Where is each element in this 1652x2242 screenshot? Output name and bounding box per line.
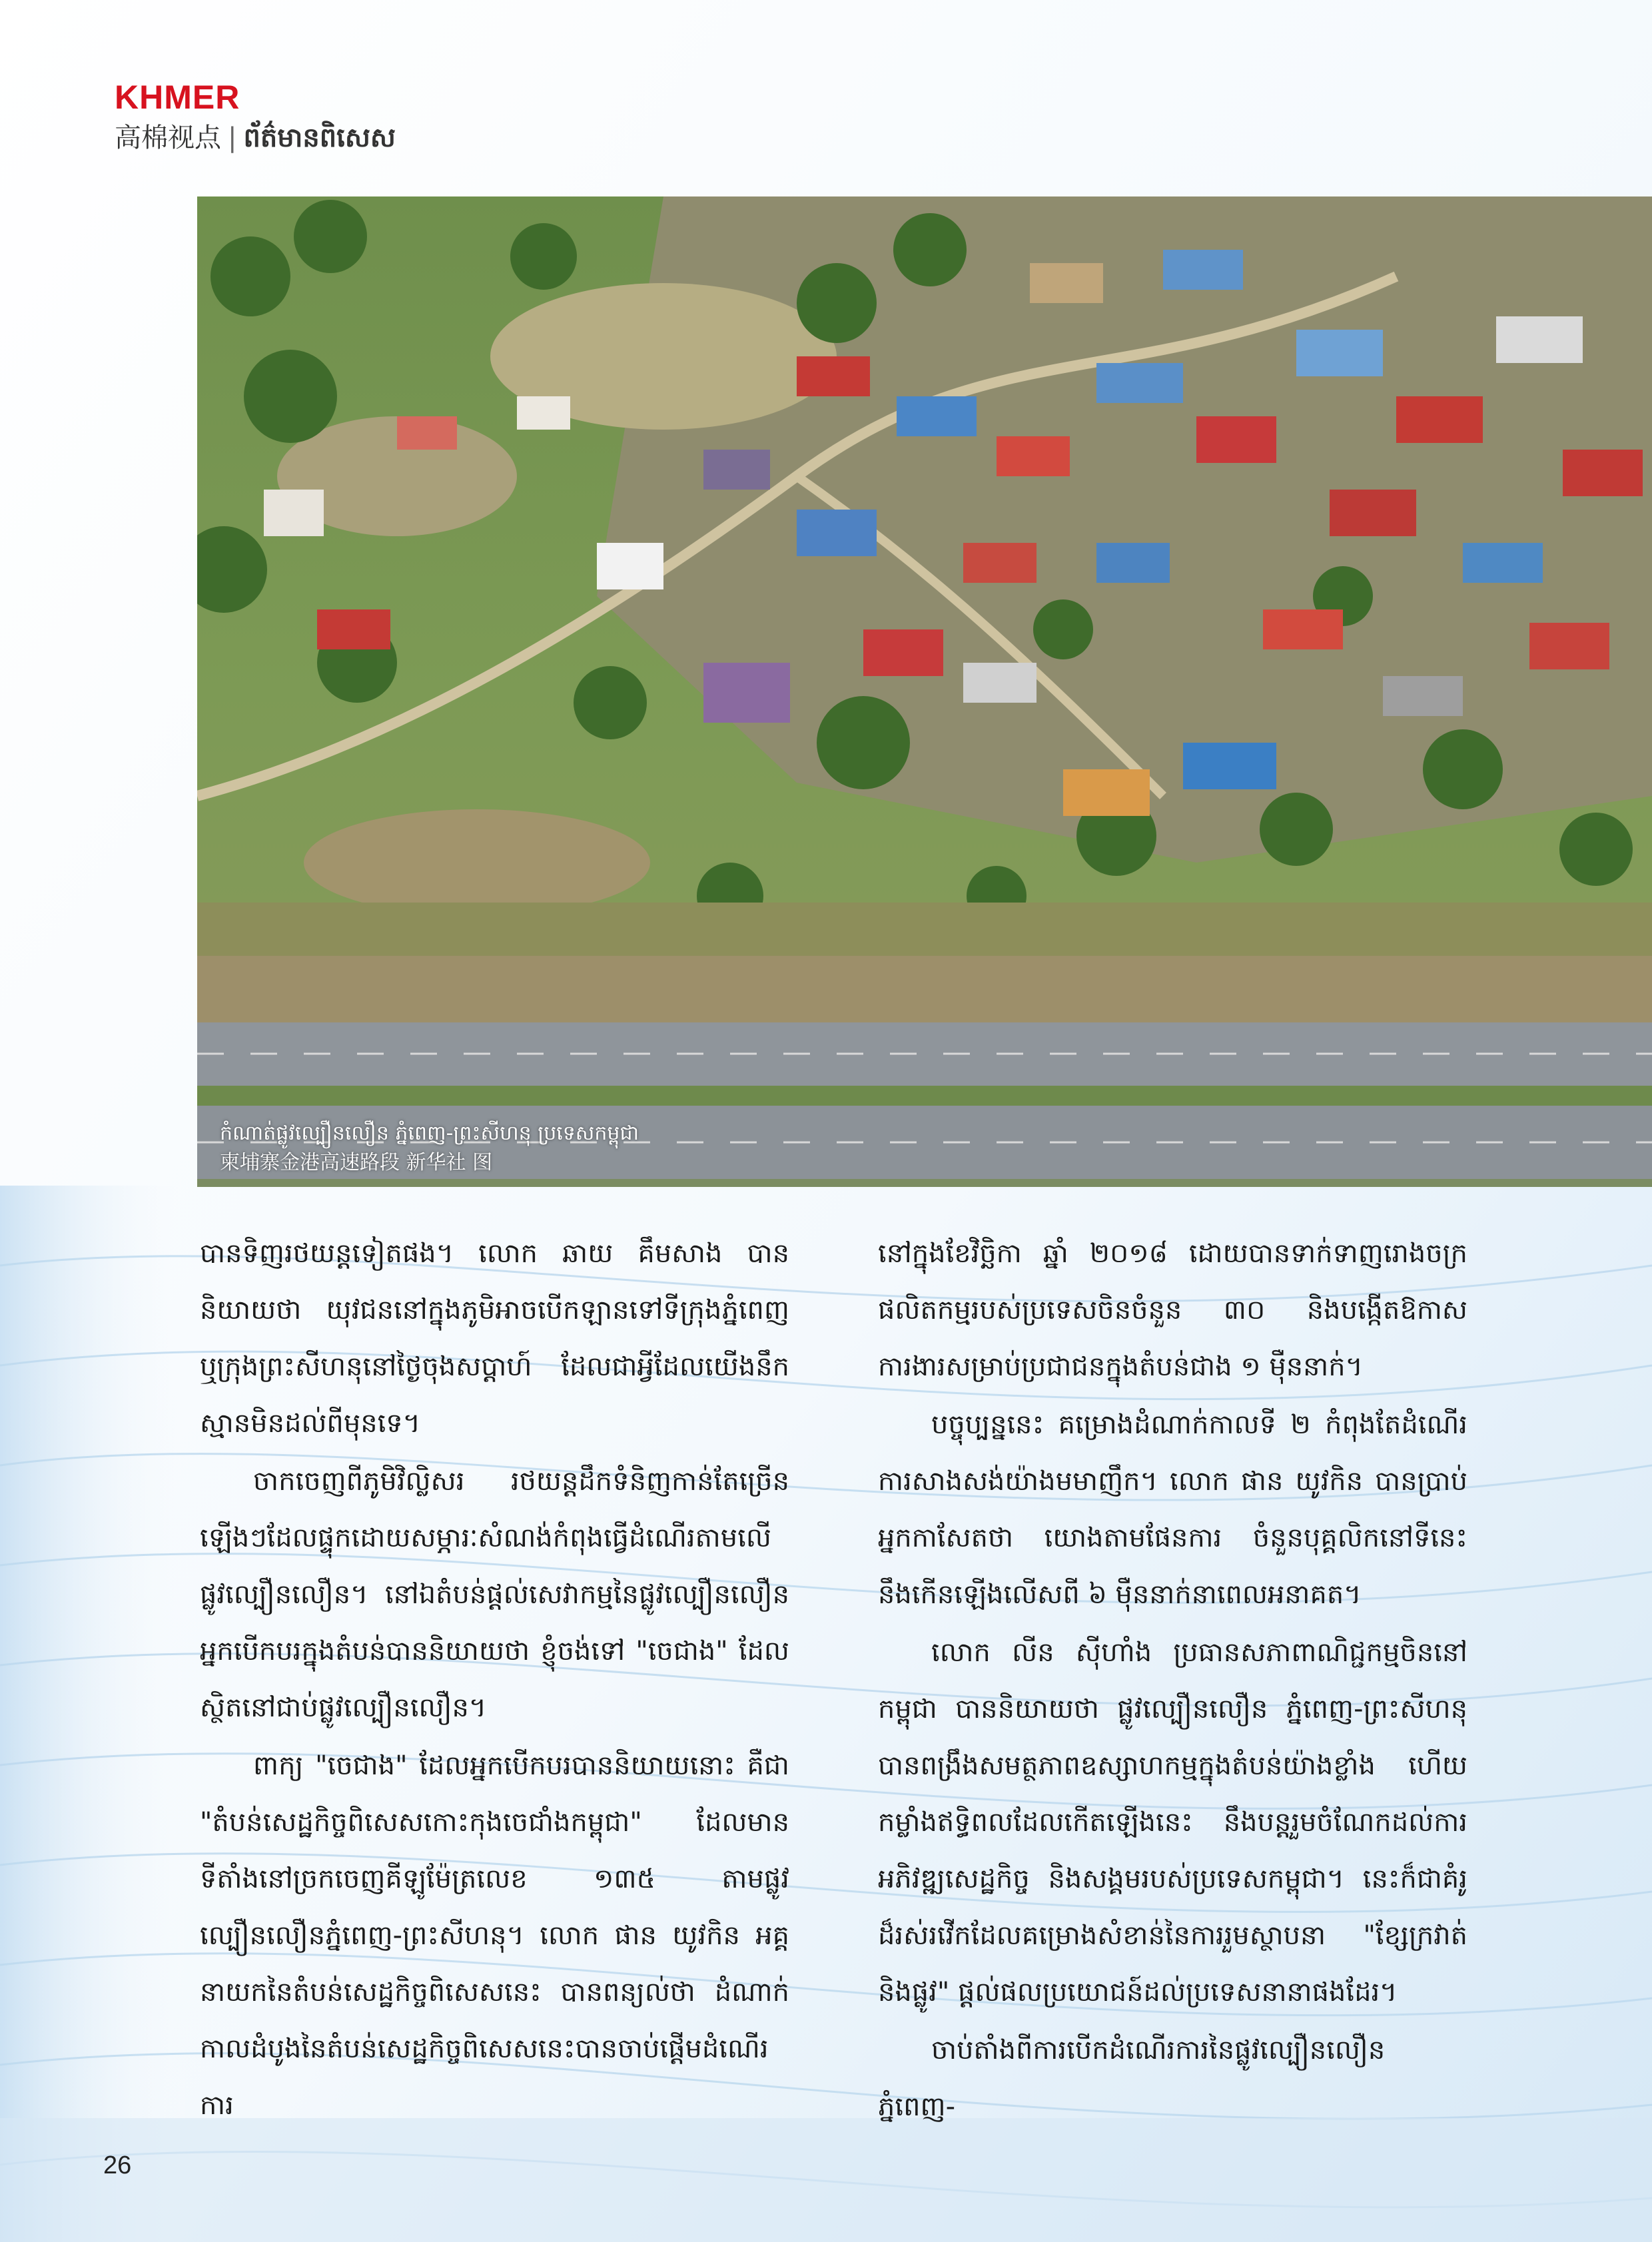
paragraph: នៅក្នុងខែវិច្ឆិកា ឆ្នាំ ២០១៨ ដោយបានទាក់ទាញរោងចក្រផលិតកម្មរបស់ប្រទេសចិនចំនួន ៣០ និងបង្កើតឱកាសការងារសម្រាប់ប្រជាជនក្នុងតំបន់ជាង ១ ម៉ឺននាក់។ <box>878 1238 1467 1382</box>
magazine-header <box>115 79 396 155</box>
caption-khmer: កំណាត់ផ្លូវល្បឿនលឿន ភ្នំពេញ-ព្រះសីហនុ ប្រទេសកម្ពុជា <box>220 1122 639 1145</box>
paragraph: បច្ចុប្បន្ននេះ គម្រោងដំណាក់កាលទី ២ កំពុងតែដំណើរការសាងសង់យ៉ាងមមាញឹក។ លោក ផាន យូវកិន បានប្រាប់អ្នកកាសែតថា យោងតាមផែនការ ចំនួនបុគ្គលិកនៅទីនេះនឹងកើនឡើងលើសពី ៦ ម៉ឺននាក់នាពេលអនាគត។ <box>878 1409 1467 1610</box>
photo-caption <box>220 1119 639 1178</box>
brand-title: KHMER <box>115 79 240 116</box>
article-column-left <box>200 1226 789 2135</box>
paragraph: បានទិញរថយន្តទៀតផង។ លោក ឆាយ គឹមសាង បាននិយាយថា យុវជននៅក្នុងភូមិអាចបើកឡានទៅទីក្រុងភ្នំពេញ ឬក្រុងព្រះសីហនុនៅថ្ងៃចុងសប្តាហ៍ ដែលជាអ្វីដែលយើងនឹកស្មានមិនដល់ពីមុនទេ។ <box>200 1238 789 1439</box>
paragraph: ចាកចេញពីភូមិវិល្លិសរ រថយន្តដឹកទំនិញកាន់តែច្រើនឡើងៗដែលផ្ទុកដោយសម្ភារៈសំណង់កំពុងធ្វើដំណើរតាមលើផ្លូវល្បឿនលឿន។ នៅឯតំបន់ផ្តល់សេវាកម្មនៃផ្លូវល្បឿនលឿន អ្នកបើកបរក្នុងតំបន់បាននិយាយថា ខ្ញុំចង់ទៅ "ចេជាង" ដែលស្ថិតនៅជាប់ផ្លូវល្បឿនលឿន។ <box>200 1466 789 1723</box>
page-number: 26 <box>103 2151 132 2179</box>
paragraph: ពាក្យ "ចេជាង" ដែលអ្នកបើកបរបាននិយាយនោះ គឺជា "តំបន់សេដ្ឋកិច្ចពិសេសកោះកុងចេជាំងកម្ពុជា" ដែលមានទីតាំងនៅច្រកចេញគីឡូម៉ែត្រលេខ ១៣៥ តាមផ្លូវល្បឿនលឿនភ្នំពេញ-ព្រះសីហនុ។ លោក ផាន យូវកិន អគ្គនាយកនៃតំបន់សេដ្ឋកិច្ចពិសេសនេះ បានពន្យល់ថា ដំណាក់កាលដំបូងនៃតំបន់សេដ្ឋកិច្ចពិសេសនេះបានចាប់ផ្តើមដំណើរការ <box>200 1750 789 2121</box>
paragraph: ចាប់តាំងពីការបើកដំណើរការនៃផ្លូវល្បឿនលឿន ភ្នំពេញ- <box>878 2035 1386 2122</box>
separator: | <box>228 123 237 153</box>
section-label-cn: 高棉视点 <box>115 123 221 153</box>
aerial-highway-photo <box>197 196 1652 1187</box>
paragraph: លោក លីន ស៊ីហាំង ប្រធានសភាពាណិជ្ជកម្មចិននៅកម្ពុជា បាននិយាយថា ផ្លូវល្បឿនលឿន ភ្នំពេញ-ព្រះសីហនុ បានពង្រឹងសមត្ថភាពឧស្សាហកម្មក្នុងតំបន់យ៉ាងខ្លាំង ហើយកម្លាំងឥទ្ធិពលដែលកើតឡើងនេះ នឹងបន្តរួមចំណែកដល់ការអភិវឌ្ឍសេដ្ឋកិច្ច និងសង្គមរបស់ប្រទេសកម្ពុជា។ នេះក៏ជាគំរូដ៏រស់រវើកដែលគម្រោងសំខាន់នៃការរួមស្ថាបនា "ខ្សែក្រវាត់ និងផ្លូវ" ផ្តល់ផលប្រយោជន៍ដល់ប្រទេសនានាផងដែរ។ <box>878 1637 1467 2008</box>
photo-illustration <box>197 196 1652 1187</box>
section-label-kh: ព័ត៌មានពិសេស <box>243 123 396 153</box>
section-label <box>115 121 396 155</box>
article-column-right <box>878 1226 1467 2137</box>
caption-chinese: 柬埔寨金港高速路段 新华社 图 <box>220 1151 493 1174</box>
